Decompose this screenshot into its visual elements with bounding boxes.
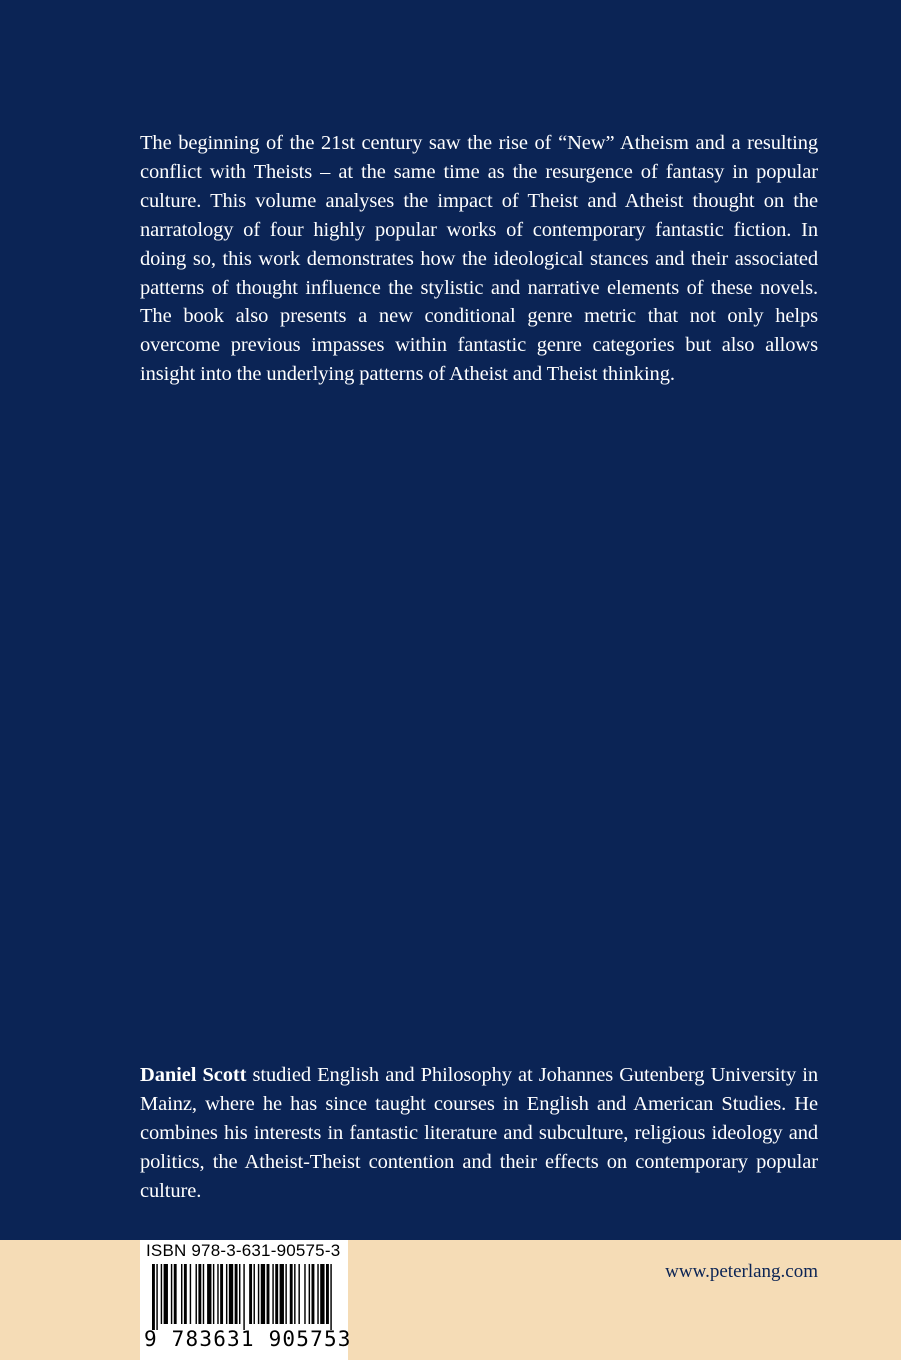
barcode-bar [267, 1264, 270, 1324]
barcode-bar [249, 1264, 252, 1324]
barcode-bar [156, 1264, 157, 1330]
barcode-bar [226, 1264, 227, 1324]
barcode-bar [152, 1264, 155, 1330]
barcode-bar [203, 1264, 204, 1324]
barcode-bar [190, 1264, 191, 1324]
barcode-bar [171, 1264, 172, 1324]
barcode-bar [243, 1264, 244, 1330]
barcode-bar [304, 1264, 305, 1324]
barcode-bar [239, 1264, 240, 1324]
barcode-bar [285, 1264, 286, 1324]
barcode-bar [317, 1264, 318, 1324]
barcode-bar [207, 1264, 211, 1324]
barcode-bar [290, 1264, 293, 1324]
barcode-bar [164, 1264, 168, 1324]
barcode-bar [309, 1264, 310, 1324]
barcode-bar [235, 1264, 238, 1324]
barcode-bar [294, 1264, 295, 1324]
author-name: Daniel Scott [140, 1064, 247, 1086]
barcode-bar [196, 1264, 197, 1324]
barcode-bar [229, 1264, 233, 1324]
barcode-bar [184, 1264, 187, 1324]
barcode-digits: 9 783631 905753 [144, 1327, 352, 1351]
barcode-bar [174, 1264, 177, 1324]
barcode-icon [140, 1264, 348, 1330]
blurb-paragraph: The beginning of the 21st century saw the rise of “New” Atheism and a resulting conflict with Theists – at the same time as the resurgence of fantasy in popular culture. This volume analyses the impact of Theist and Atheist thought on the narratology of four highly popular works of contemporary fantastic fiction. In doing so, this work demonstrates how the ideological stances and their associated patterns of thought influence the stylistic and narrative elements of these novels. The book also presents a new conditional genre metric that not only helps overcome previous impasses within fantastic genre categories but also allows insight into the underlying patterns of Atheist and Theist thinking. [140, 132, 818, 386]
publisher-website[interactable]: www.peterlang.com [665, 1261, 818, 1282]
footer-band [0, 1240, 901, 1360]
barcode-bar [275, 1264, 278, 1324]
barcode-bar [298, 1264, 299, 1324]
isbn-label: ISBN 978-3-631-90575-3 [146, 1241, 341, 1260]
barcode-bar [198, 1264, 201, 1324]
barcode-bar [272, 1264, 273, 1324]
barcode-bar [254, 1264, 255, 1324]
barcode-bar [326, 1264, 329, 1324]
barcode-bar [261, 1264, 265, 1324]
barcode-bar [320, 1264, 324, 1324]
barcode-bar [181, 1264, 182, 1324]
barcode-bar [220, 1264, 223, 1324]
barcode-bar [217, 1264, 218, 1324]
barcode-bar [161, 1264, 162, 1324]
author-bio [140, 1061, 818, 1206]
barcode-bar [280, 1264, 284, 1324]
barcode-bar [213, 1264, 214, 1324]
barcode-bar [312, 1264, 315, 1324]
barcode-bar [258, 1264, 259, 1324]
author-bio-text: studied English and Philosophy at Johannes Gutenberg University in Mainz, where he has since taught courses in English and American Studies. He combines his interests in fantastic literature and subculture, religious ideology and politics, the Atheist-Theist contention and their effects on contemporary popular culture. [140, 1064, 818, 1202]
barcode-bar [330, 1264, 331, 1330]
